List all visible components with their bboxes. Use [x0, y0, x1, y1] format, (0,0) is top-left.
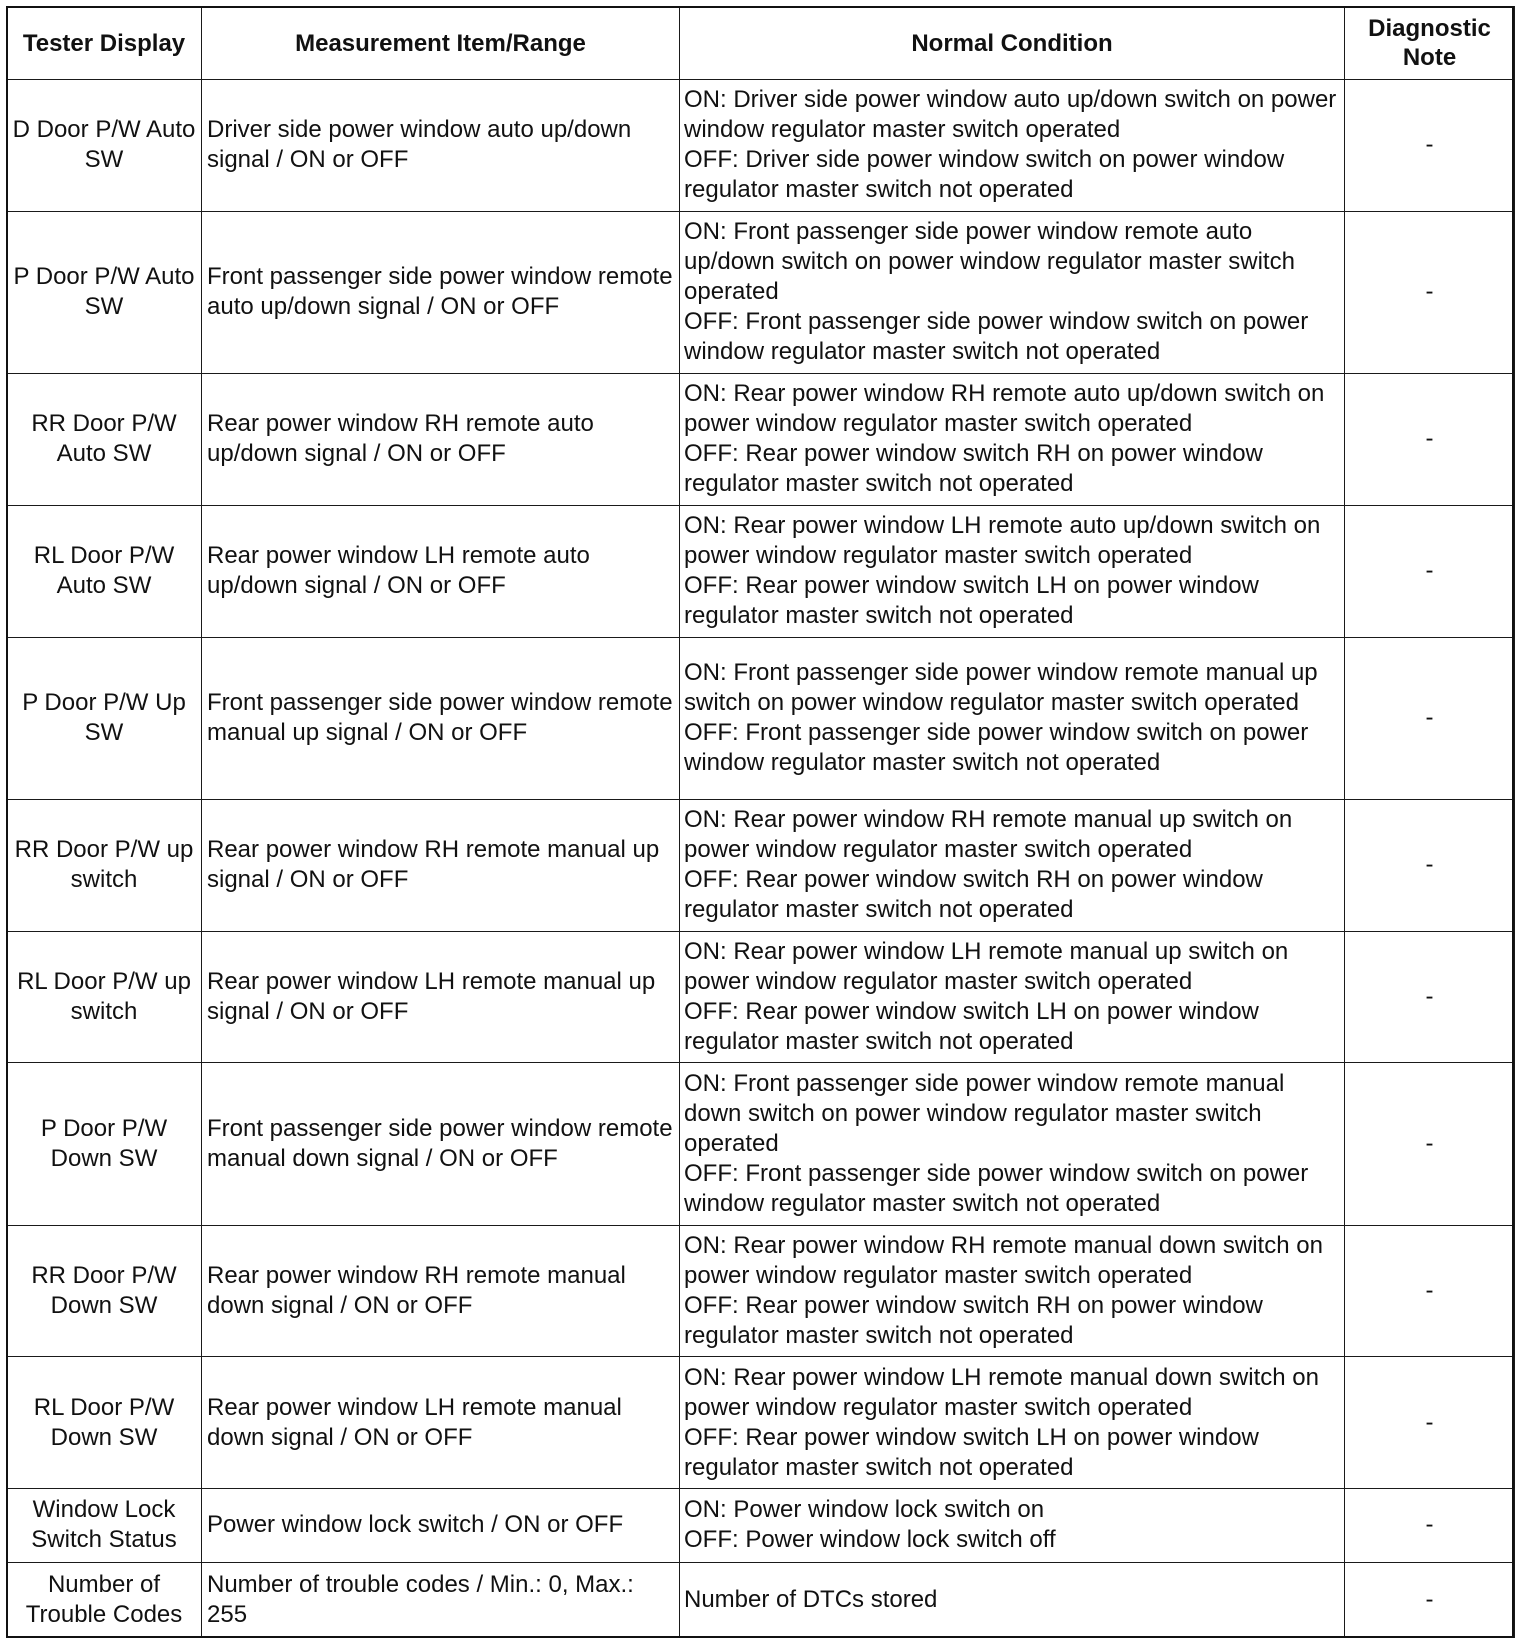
normal-condition-cell [680, 1357, 1345, 1489]
header-measurement-item: Measurement Item/Range [202, 7, 680, 80]
measurement-cell: Rear power window LH remote auto up/down signal / ON or OFF [202, 505, 680, 637]
condition-on: Number of DTCs stored [684, 1585, 938, 1613]
diagnostic-note-cell: - [1345, 1562, 1515, 1637]
condition-off: OFF: Rear power window switch LH on power window regulator master switch not operated [684, 572, 1259, 630]
tester-display-cell: RL Door P/W Down SW [7, 1357, 202, 1489]
normal-condition-cell [680, 799, 1345, 931]
table-row [7, 505, 1515, 637]
normal-condition-cell [680, 505, 1345, 637]
condition-on: ON: Power window lock switch on [684, 1496, 1045, 1524]
condition-off: OFF: Rear power window switch LH on power window regulator master switch not operated [684, 1423, 1259, 1481]
diagnostic-note-cell: - [1345, 505, 1515, 637]
header-tester-display: Tester Display [7, 7, 202, 80]
condition-off: OFF: Rear power window switch RH on power window regulator master switch not operated [684, 866, 1263, 924]
tester-display-cell: RR Door P/W Auto SW [7, 374, 202, 506]
diagnostic-note-cell: - [1345, 211, 1515, 373]
normal-condition-cell [680, 80, 1345, 212]
condition-off: OFF: Front passenger side power window switch on power window regulator master switch not operated [684, 308, 1309, 366]
measurement-cell: Power window lock switch / ON or OFF [202, 1489, 680, 1562]
tester-display-cell: RL Door P/W up switch [7, 931, 202, 1063]
normal-condition-cell [680, 1489, 1345, 1562]
normal-condition-cell [680, 1562, 1345, 1637]
condition-on: ON: Rear power window LH remote auto up/down switch on power window regulator master switch operated [684, 512, 1321, 570]
condition-on: ON: Rear power window LH remote manual down switch on power window regulator master switch operated [684, 1363, 1319, 1421]
condition-on: ON: Rear power window RH remote manual up switch on power window regulator master switch operated [684, 806, 1293, 864]
diagnostic-note-cell: - [1345, 1225, 1515, 1357]
table-row [7, 1562, 1515, 1637]
diagnostic-note-cell: - [1345, 374, 1515, 506]
diagnostic-note-cell: - [1345, 1357, 1515, 1489]
measurement-cell: Front passenger side power window remote manual up signal / ON or OFF [202, 637, 680, 799]
header-diagnostic-note: Diagnostic Note [1345, 7, 1515, 80]
table-row [7, 1357, 1515, 1489]
diagnostic-note-cell: - [1345, 799, 1515, 931]
condition-on: ON: Rear power window RH remote auto up/down switch on power window regulator master switch operated [684, 380, 1325, 438]
tester-display-cell: Window Lock Switch Status [7, 1489, 202, 1562]
normal-condition-cell [680, 931, 1345, 1063]
condition-off: OFF: Power window lock switch off [684, 1526, 1056, 1554]
tester-display-cell: RR Door P/W Down SW [7, 1225, 202, 1357]
condition-off: OFF: Front passenger side power window switch on power window regulator master switch not operated [684, 719, 1309, 777]
normal-condition-cell [680, 1063, 1345, 1225]
condition-off: OFF: Driver side power window switch on power window regulator master switch not operated [684, 146, 1285, 204]
tester-display-cell: Number of Trouble Codes [7, 1562, 202, 1637]
measurement-cell: Driver side power window auto up/down signal / ON or OFF [202, 80, 680, 212]
normal-condition-cell [680, 374, 1345, 506]
normal-condition-cell [680, 211, 1345, 373]
measurement-cell: Rear power window RH remote manual down signal / ON or OFF [202, 1225, 680, 1357]
header-normal-condition: Normal Condition [680, 7, 1345, 80]
diagnostic-note-cell: - [1345, 1489, 1515, 1562]
table-row [7, 374, 1515, 506]
measurement-cell: Rear power window LH remote manual up signal / ON or OFF [202, 931, 680, 1063]
measurement-cell: Rear power window RH remote auto up/down signal / ON or OFF [202, 374, 680, 506]
table-row [7, 1489, 1515, 1562]
diagnostic-data-table [6, 6, 1515, 1638]
condition-on: ON: Front passenger side power window remote auto up/down switch on power window regulator master switch operated [684, 218, 1295, 306]
condition-on: ON: Driver side power window auto up/down switch on power window regulator master switch operated [684, 86, 1337, 144]
tester-display-cell: RL Door P/W Auto SW [7, 505, 202, 637]
tester-display-cell: D Door P/W Auto SW [7, 80, 202, 212]
condition-on: ON: Front passenger side power window remote manual down switch on power window regulator master switch operated [684, 1070, 1285, 1158]
diagnostic-note-cell: - [1345, 637, 1515, 799]
table-row [7, 799, 1515, 931]
condition-off: OFF: Rear power window switch LH on power window regulator master switch not operated [684, 998, 1259, 1056]
diagnostic-note-cell: - [1345, 1063, 1515, 1225]
table-row [7, 931, 1515, 1063]
table-row [7, 637, 1515, 799]
measurement-cell: Front passenger side power window remote auto up/down signal / ON or OFF [202, 211, 680, 373]
measurement-cell: Rear power window RH remote manual up signal / ON or OFF [202, 799, 680, 931]
measurement-cell: Number of trouble codes / Min.: 0, Max.: 255 [202, 1562, 680, 1637]
condition-off: OFF: Rear power window switch RH on power window regulator master switch not operated [684, 440, 1263, 498]
tester-display-cell: P Door P/W Down SW [7, 1063, 202, 1225]
condition-on: ON: Rear power window LH remote manual up switch on power window regulator master switch operated [684, 938, 1289, 996]
tester-display-cell: P Door P/W Up SW [7, 637, 202, 799]
condition-on: ON: Front passenger side power window remote manual up switch on power window regulator master switch operated [684, 659, 1318, 717]
tester-display-cell: RR Door P/W up switch [7, 799, 202, 931]
table-row [7, 1063, 1515, 1225]
table-row [7, 80, 1515, 212]
table-row [7, 1225, 1515, 1357]
table-row [7, 211, 1515, 373]
normal-condition-cell [680, 1225, 1345, 1357]
diagnostic-note-cell: - [1345, 931, 1515, 1063]
diagnostic-note-cell: - [1345, 80, 1515, 212]
condition-on: ON: Rear power window RH remote manual down switch on power window regulator master switch operated [684, 1232, 1323, 1290]
measurement-cell: Front passenger side power window remote manual down signal / ON or OFF [202, 1063, 680, 1225]
tester-display-cell: P Door P/W Auto SW [7, 211, 202, 373]
table-header-row [7, 7, 1515, 80]
condition-off: OFF: Rear power window switch RH on power window regulator master switch not operated [684, 1292, 1263, 1350]
measurement-cell: Rear power window LH remote manual down signal / ON or OFF [202, 1357, 680, 1489]
condition-off: OFF: Front passenger side power window switch on power window regulator master switch not operated [684, 1160, 1309, 1218]
normal-condition-cell [680, 637, 1345, 799]
